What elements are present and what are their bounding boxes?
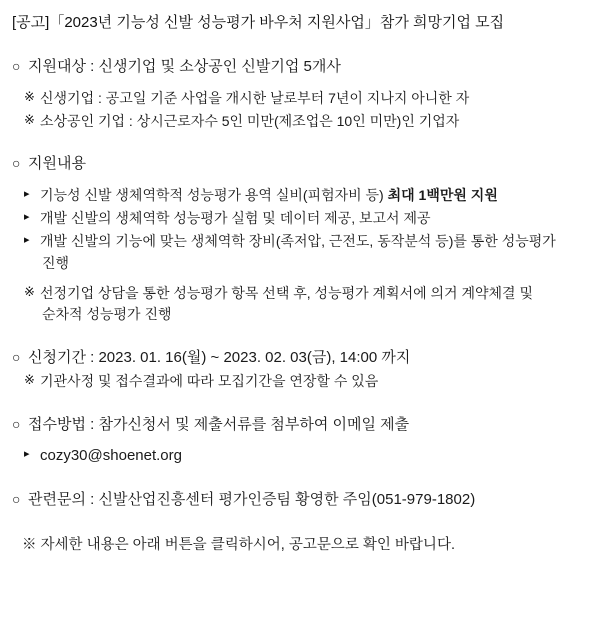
- star-bullet-icon: ※: [22, 536, 37, 553]
- contact-email[interactable]: cozy30@shoenet.org: [40, 447, 182, 465]
- star-bullet-icon: ※: [24, 284, 35, 300]
- circle-bullet-icon: ○: [12, 155, 21, 172]
- section-note: 기관사정 및 접수결과에 따라 모집기간을 연장할 수 있음: [40, 373, 379, 390]
- star-bullet-icon: ※: [24, 88, 35, 104]
- section-support-target: [0, 56, 602, 131]
- section-note: 선정기업 상담을 통한 성능평가 항목 선택 후, 성능평가 계획서에 의거 계약체결 및: [40, 285, 533, 302]
- footnote-text: 자세한 내용은 아래 버튼을 클릭하시어, 공고문으로 확인 바랍니다.: [40, 536, 455, 553]
- star-bullet-icon: ※: [24, 111, 35, 127]
- support-item-text: 개발 신발의 기능에 맞는 생체역학 장비(족저압, 근전도, 동작분석 등)를 통한 성능평가: [40, 233, 556, 250]
- section-submission-method: [0, 414, 602, 468]
- section-heading: 신청기간 : 2023. 01. 16(월) ~ 2023. 02. 03(금), 14:00 까지: [28, 348, 411, 366]
- section-note-continuation: 순차적 성능평가 진행: [42, 306, 172, 323]
- circle-bullet-icon: ○: [12, 415, 21, 432]
- circle-bullet-icon: ○: [12, 57, 21, 74]
- section-inquiry: [0, 489, 602, 511]
- triangle-bullet-icon: ▸: [24, 211, 30, 224]
- footnote: [0, 535, 602, 556]
- support-item-text: 기능성 신발 생체역학적 성능평가 용역 실비(피험자비 등): [40, 186, 388, 203]
- page-title: [공고]「2023년 기능성 신발 성능평가 바우처 지원사업」참가 희망기업 모집: [12, 14, 505, 31]
- section-note: 소상공인 기업 : 상시근로자수 5인 미만(제조업은 10인 미만)인 기업자: [40, 112, 460, 129]
- section-heading: 접수방법 : 참가신청서 및 제출서류를 첨부하여 이메일 제출: [28, 415, 410, 433]
- section-application-period: [0, 347, 602, 392]
- section-heading: 관련문의 : 신발산업진흥센터 평가인증팀 황영한 주임(051-979-1802): [28, 491, 476, 509]
- support-item-highlight: 최대 1백만원 지원: [387, 186, 498, 203]
- star-bullet-icon: ※: [24, 372, 35, 388]
- section-note: 신생기업 : 공고일 기준 사업을 개시한 날로부터 7년이 지나지 아니한 자: [40, 89, 470, 106]
- support-item-continuation: 진행: [42, 254, 70, 271]
- triangle-bullet-icon: ▸: [24, 187, 30, 200]
- circle-bullet-icon: ○: [12, 491, 21, 508]
- support-item-text: 개발 신발의 생체역학 성능평가 실험 및 데이터 제공, 보고서 제공: [40, 210, 431, 227]
- section-heading: 지원대상 : 신생기업 및 소상공인 신발기업 5개사: [28, 57, 341, 75]
- section-heading: 지원내용: [28, 155, 86, 173]
- support-item: [40, 185, 590, 205]
- triangle-bullet-icon: ▸: [24, 448, 30, 461]
- section-support-content: [0, 153, 602, 325]
- triangle-bullet-icon: ▸: [24, 234, 30, 247]
- circle-bullet-icon: ○: [12, 348, 21, 365]
